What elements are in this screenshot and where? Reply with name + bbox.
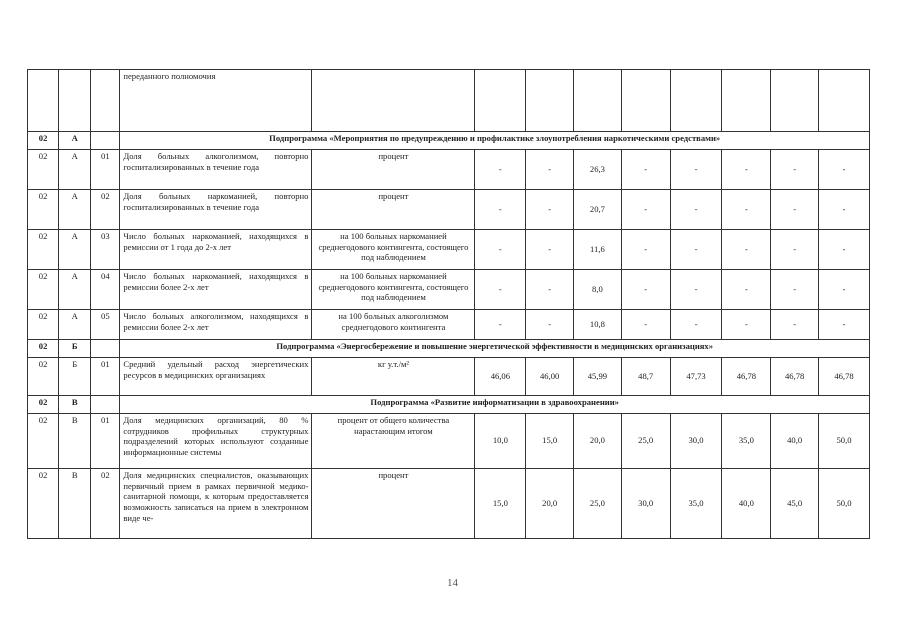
indicator-row	[28, 414, 870, 469]
subprogram-header-row	[28, 340, 870, 358]
unit-of-measure: на 100 больных наркоманией среднегодового контингента, состоящего под наблюдением	[312, 230, 475, 270]
indicator-value: -	[475, 190, 526, 230]
indicator-value: -	[819, 230, 870, 270]
unit-of-measure: на 100 больных алкоголизмом среднегодового контингента	[312, 310, 475, 340]
indicator-value: -	[526, 150, 574, 190]
indicator-row	[28, 310, 870, 340]
indicator-value: 26,3	[574, 150, 622, 190]
indicator-value: -	[475, 230, 526, 270]
indicator-value: 45,0	[771, 469, 819, 539]
row-letter: А	[59, 310, 91, 340]
indicator-value: 46,78	[771, 358, 819, 396]
indicator-row	[28, 358, 870, 396]
row-number: 02	[91, 469, 120, 539]
indicator-value: -	[819, 270, 870, 310]
indicator-name: Доля медицинских специалистов, оказывающих первичный прием в рамках первичной медико-санитарной помощи, к которым предоставляется возможность записаться на прием в электронном виде че-	[120, 469, 312, 539]
indicator-row	[28, 150, 870, 190]
indicator-value: 15,0	[526, 414, 574, 469]
indicator-value: 20,0	[574, 414, 622, 469]
indicator-name: Средний удельный расход энергетических ресурсов в медицинских организациях	[120, 358, 312, 396]
subprogram-code: 02	[28, 132, 59, 150]
indicator-value: 20,0	[526, 469, 574, 539]
row-code: 02	[28, 270, 59, 310]
indicator-value: -	[526, 310, 574, 340]
indicator-value: -	[670, 310, 722, 340]
indicator-value: -	[526, 230, 574, 270]
indicator-value: -	[621, 310, 670, 340]
indicator-value: -	[621, 190, 670, 230]
subprogram-title: Подпрограмма «Мероприятия по предупреждению и профилактике злоупотребления наркотическими средствами»	[120, 132, 870, 150]
indicator-name: Число больных наркоманией, находящихся в ремиссии от 1 года до 2-х лет	[120, 230, 312, 270]
indicator-value: -	[819, 310, 870, 340]
subprogram-code: 02	[28, 340, 59, 358]
indicator-value: 50,0	[819, 469, 870, 539]
indicator-value: 48,7	[621, 358, 670, 396]
unit-of-measure: процент	[312, 190, 475, 230]
subprogram-letter: В	[59, 396, 91, 414]
indicator-name: переданного полномочия	[120, 70, 312, 132]
indicator-value: -	[475, 270, 526, 310]
indicator-name: Доля медицинских организаций, 80 % сотрудников профильных структурных подразделений которых используют созданные информационные системы	[120, 414, 312, 469]
indicator-row	[28, 469, 870, 539]
subprogram-header-row	[28, 396, 870, 414]
row-code: 02	[28, 358, 59, 396]
row-letter: А	[59, 150, 91, 190]
row-code: 02	[28, 310, 59, 340]
indicator-value: -	[819, 150, 870, 190]
indicator-value: -	[722, 230, 771, 270]
indicator-value: 40,0	[771, 414, 819, 469]
indicator-row	[28, 230, 870, 270]
indicator-name: Доля больных наркоманией, повторно госпитализированных в течение года	[120, 190, 312, 230]
indicator-value: 8,0	[574, 270, 622, 310]
indicator-value: 45,99	[574, 358, 622, 396]
indicator-value: 50,0	[819, 414, 870, 469]
row-number: 01	[91, 150, 120, 190]
indicator-value: 15,0	[475, 469, 526, 539]
indicator-value: -	[621, 150, 670, 190]
unit-of-measure: процент	[312, 150, 475, 190]
indicator-value: 30,0	[621, 469, 670, 539]
indicator-value: 47,73	[670, 358, 722, 396]
subprogram-code: 02	[28, 396, 59, 414]
indicator-value: -	[819, 190, 870, 230]
indicator-row	[28, 270, 870, 310]
indicator-value: 35,0	[722, 414, 771, 469]
subprogram-letter: Б	[59, 340, 91, 358]
indicator-value: -	[722, 270, 771, 310]
indicator-value: 11,6	[574, 230, 622, 270]
indicator-name: Доля больных алкоголизмом, повторно госпитализированных в течение года	[120, 150, 312, 190]
row-letter: В	[59, 469, 91, 539]
subprogram-header-row	[28, 132, 870, 150]
indicator-value: -	[475, 310, 526, 340]
row-number: 03	[91, 230, 120, 270]
row-number: 05	[91, 310, 120, 340]
indicator-value: 25,0	[574, 469, 622, 539]
indicator-value: 40,0	[722, 469, 771, 539]
indicator-row	[28, 190, 870, 230]
indicator-value: -	[722, 310, 771, 340]
row-code: 02	[28, 150, 59, 190]
row-number: 01	[91, 414, 120, 469]
row-code: 02	[28, 190, 59, 230]
row-number: 02	[91, 190, 120, 230]
indicators-table	[27, 69, 870, 539]
indicator-value: -	[771, 230, 819, 270]
unit-of-measure: на 100 больных наркоманией среднегодового контингента, состоящего под наблюдением	[312, 270, 475, 310]
indicator-value: -	[670, 230, 722, 270]
row-code: 02	[28, 230, 59, 270]
indicator-value: 46,06	[475, 358, 526, 396]
subprogram-letter: А	[59, 132, 91, 150]
unit-of-measure: процент от общего количества нарастающим итогом	[312, 414, 475, 469]
indicator-value: -	[621, 270, 670, 310]
indicator-value: -	[670, 270, 722, 310]
indicator-value: 20,7	[574, 190, 622, 230]
subprogram-title: Подпрограмма «Энергосбережение и повышение энергетической эффективности в медицинских организациях»	[120, 340, 870, 358]
indicator-value: -	[771, 190, 819, 230]
indicator-value: 46,78	[819, 358, 870, 396]
row-letter: В	[59, 414, 91, 469]
indicator-value: -	[771, 150, 819, 190]
row-code: 02	[28, 414, 59, 469]
subprogram-title: Подпрограмма «Развитие информатизации в здравоохранении»	[120, 396, 870, 414]
indicator-value: 46,00	[526, 358, 574, 396]
indicator-value: -	[526, 190, 574, 230]
unit-of-measure: процент	[312, 469, 475, 539]
continuation-row	[28, 70, 870, 132]
indicator-value: 25,0	[621, 414, 670, 469]
row-letter: Б	[59, 358, 91, 396]
row-letter: А	[59, 270, 91, 310]
indicator-value: 46,78	[722, 358, 771, 396]
row-number: 04	[91, 270, 120, 310]
unit-of-measure: кг у.т./м²	[312, 358, 475, 396]
indicator-value: -	[771, 310, 819, 340]
indicator-value: 30,0	[670, 414, 722, 469]
indicator-value: -	[670, 190, 722, 230]
indicator-name: Число больных алкоголизмом, находящихся в ремиссии более 2-х лет	[120, 310, 312, 340]
indicator-value: -	[670, 150, 722, 190]
indicator-value: 35,0	[670, 469, 722, 539]
row-letter: А	[59, 230, 91, 270]
indicator-value: -	[621, 230, 670, 270]
row-code: 02	[28, 469, 59, 539]
indicator-value: 10,8	[574, 310, 622, 340]
indicator-value: -	[526, 270, 574, 310]
page-number: 14	[447, 577, 458, 589]
indicator-value: -	[722, 150, 771, 190]
row-number: 01	[91, 358, 120, 396]
indicator-name: Число больных наркоманией, находящихся в ремиссии более 2-х лет	[120, 270, 312, 310]
indicator-value: -	[771, 270, 819, 310]
indicator-value: -	[722, 190, 771, 230]
indicator-value: 10,0	[475, 414, 526, 469]
row-letter: А	[59, 190, 91, 230]
indicator-value: -	[475, 150, 526, 190]
